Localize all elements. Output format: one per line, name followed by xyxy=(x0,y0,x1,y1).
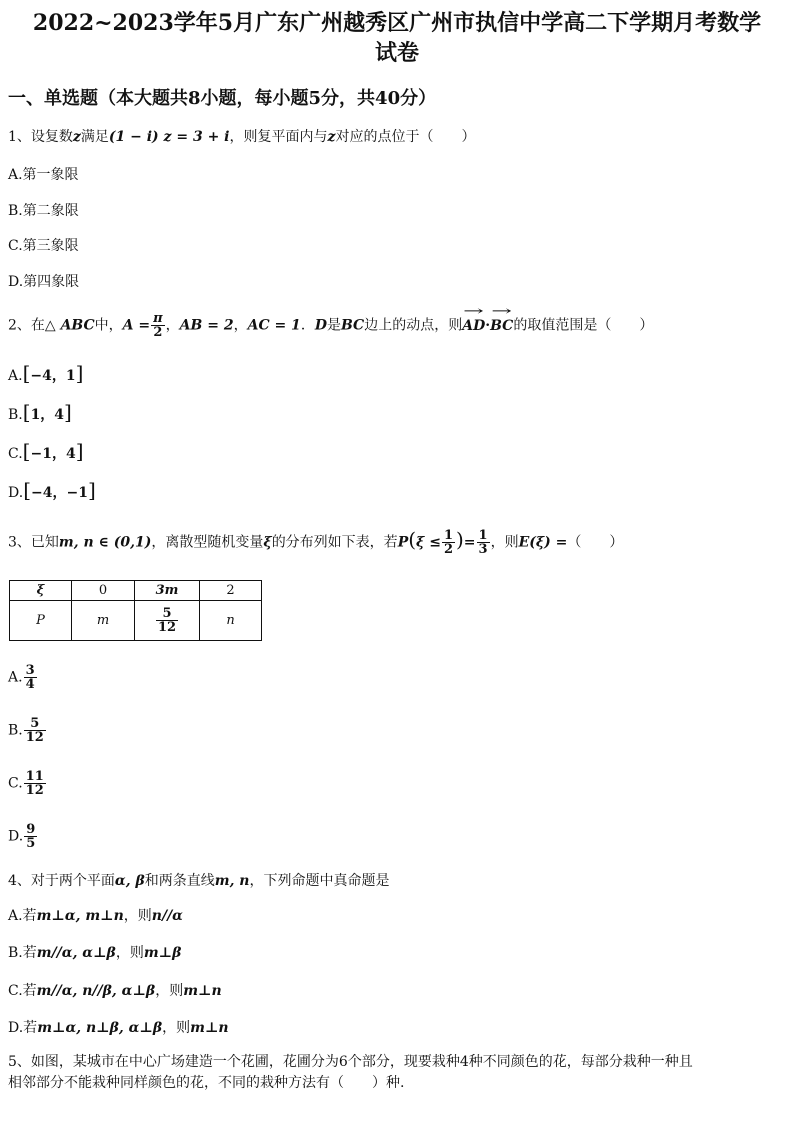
question-3-option-d: D. $\frac{9}{5}$ xyxy=(8,822,36,851)
question-1-option-a: A.第一象限 xyxy=(8,167,79,183)
question-3-option-c: C. $\frac{11}{12}$ xyxy=(8,769,44,798)
question-1-option-b: B.第二象限 xyxy=(8,203,79,219)
pi-over-two-fraction: $\frac{\pi}{2}$ xyxy=(153,311,163,340)
question-1-stem: 1、设复数z满足(1 − i) z = 3 + i，则复平面内与z对应的点位于（ ） xyxy=(8,129,476,145)
vector-bc: → BC xyxy=(490,316,513,336)
exam-title-line-2: 试卷 xyxy=(374,40,419,66)
table-row xyxy=(10,581,262,601)
table-row xyxy=(10,601,262,641)
question-3-option-b: B. $\frac{5}{12}$ xyxy=(8,716,44,745)
exam-title-line-1: 2022~2023学年5月广东广州越秀区广州市执信中学高二下学期月考数学 xyxy=(32,10,762,36)
vector-ad: → AD xyxy=(462,316,485,336)
table-cell: m xyxy=(72,601,135,641)
section-heading: 一、单选题（本大题共8小题，每小题5分，共40分） xyxy=(8,88,437,109)
table-cell: ξ xyxy=(10,581,72,601)
table-cell: 3m xyxy=(135,581,200,601)
question-5-line-1: 5、如图，某城市在中心广场建造一个花圃，花圃分为6个部分，现要栽种4种不同颜色的花，每部分栽种一种且 xyxy=(8,1054,693,1070)
question-3-stem: 3、已知m, n ∈ (0,1)，离散型随机变量ξ的分布列如下表，若P(ξ ≤ $\frac{1}{2}$ )= $\frac{1}{3}$ ，则E(ξ) =（ ） xyxy=(8,527,624,557)
exam-title xyxy=(0,8,794,68)
table-cell: 0 xyxy=(72,581,135,601)
table-cell: n xyxy=(200,601,262,641)
question-4-option-c: C.若m//α, n//β, α⊥β，则m⊥n xyxy=(8,983,222,999)
one-third-fraction: $\frac{1}{3}$ xyxy=(478,528,488,557)
five-twelfths-fraction: $\frac{5}{12}$ xyxy=(157,606,177,635)
question-2-option-b: B.[1，4] xyxy=(8,400,72,424)
question-1-option-c: C.第三象限 xyxy=(8,238,79,254)
table-cell xyxy=(135,601,200,641)
question-2-option-d: D.[−4，−1] xyxy=(8,478,96,502)
question-1-option-d: D.第四象限 xyxy=(8,274,80,290)
question-4-option-a: A.若m⊥α, m⊥n，则n//α xyxy=(8,908,183,924)
question-5-line-2: 相邻部分不能栽种同样颜色的花，不同的栽种方法有（ ）种. xyxy=(8,1075,405,1091)
question-4-option-d: D.若m⊥α, n⊥β, α⊥β，则m⊥n xyxy=(8,1020,229,1036)
question-4-option-b: B.若m//α, α⊥β，则m⊥β xyxy=(8,945,182,961)
question-2-stem: 2、在△ ABC中，A = $\frac{\pi}{2}$ ，AB = 2，AC = 1．D是BC边上的动点，则→ AD·→ BC的取值范围是（ ） xyxy=(8,312,653,339)
question-4-stem: 4、对于两个平面α, β和两条直线m, n，下列命题中真命题是 xyxy=(8,873,390,889)
question-1-equation: (1 − i) z = 3 + i xyxy=(108,129,230,145)
table-cell: 2 xyxy=(200,581,262,601)
distribution-table xyxy=(9,580,262,641)
question-2-option-c: C.[−1，4] xyxy=(8,439,84,463)
one-half-fraction: $\frac{1}{2}$ xyxy=(443,528,453,557)
question-2-option-a: A.[−4，1] xyxy=(8,361,84,385)
question-3-option-a: A. $\frac{3}{4}$ xyxy=(8,663,35,692)
table-cell: P xyxy=(10,601,72,641)
